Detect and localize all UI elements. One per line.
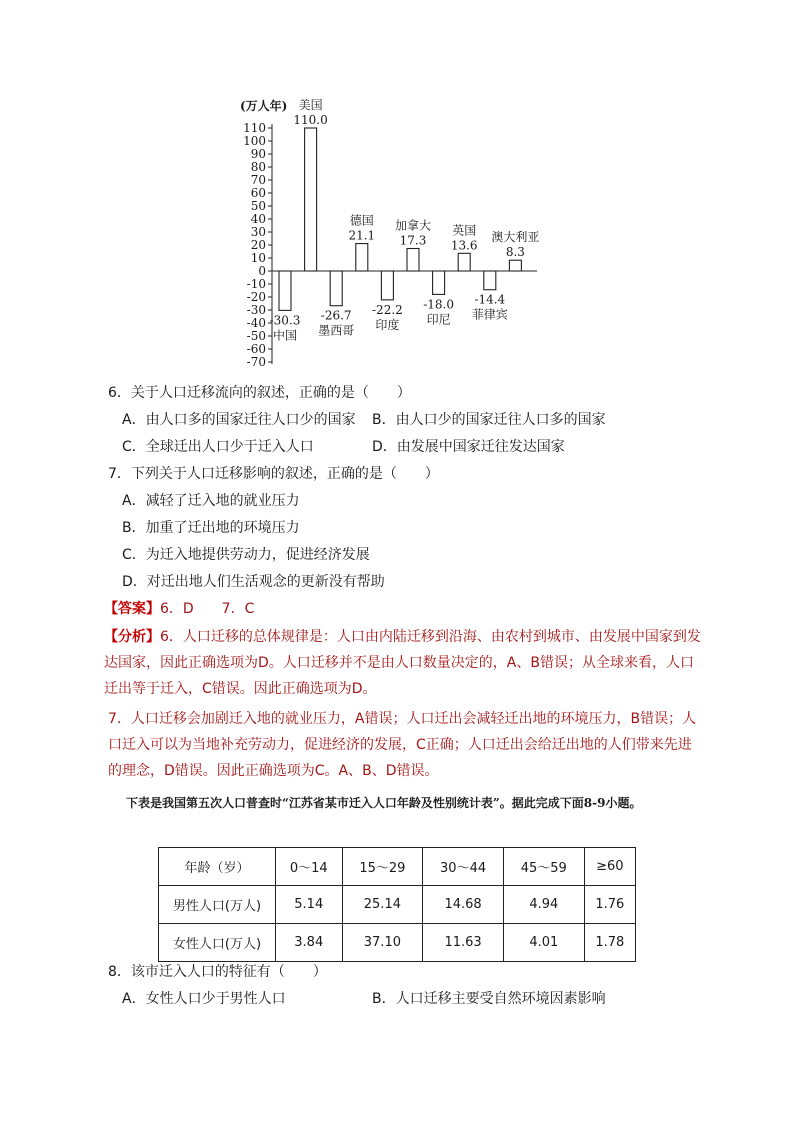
q7-option-b[interactable]: B．加重了迁出地的环境压力 (122, 520, 300, 536)
bar-category-label: 美国 (298, 98, 323, 112)
table-cell: 1.76 (584, 886, 635, 924)
y-tick-label: 10 (250, 251, 266, 265)
table-cell: 5.14 (276, 886, 343, 924)
bar-英国 (458, 253, 470, 271)
analysis-q7: 7．人口迁移会加剧迁入地的就业压力，A错误；人口迁出会减轻迁出地的环境压力，B错误；人口迁入可以为当地补充劳动力，促进经济的发展，C正确；人口迁出会给迁出地的人们带来先进的理念，D错误。因此正确选项为C。A、B、D错误。 (108, 711, 697, 779)
analysis-q6-text: 6．人口迁移的总体规律是：人口由内陆迁移到沿海、由农村到城市、由发展中国家到发达国家，因此正确选项为D。人口迁移并不是由人口数量决定的，A、B错误；从全球来看，人口迁出等于迁入，C错误。因此正确选项为D。 (104, 629, 701, 697)
q8-stem: 8．该市迁入人口的特征有（ ） (108, 964, 327, 980)
bar-value-label: -30.3 (269, 313, 301, 328)
q6-stem: 6．关于人口迁移流向的叙述，正确的是（ ） (108, 385, 411, 401)
bar-value-label: 21.1 (348, 228, 376, 243)
bar-印尼 (433, 271, 445, 294)
table-cell: 4.01 (503, 924, 584, 962)
bar-value-label: 110.0 (293, 113, 328, 127)
y-tick-label: 60 (250, 186, 266, 200)
y-tick-label: 70 (250, 173, 266, 187)
bar-value-label: 13.6 (450, 238, 478, 253)
y-tick-label: 100 (243, 134, 266, 148)
migration-age-sex-table (158, 847, 636, 962)
y-tick-label: 110 (243, 121, 266, 135)
table-cell: 1.78 (584, 924, 635, 962)
q8-option-b[interactable]: B．人口迁移主要受自然环境因素影响 (372, 991, 606, 1007)
q7-option-a[interactable]: A．减轻了迁入地的就业压力 (122, 493, 300, 509)
bar-category-label: 德国 (349, 213, 374, 228)
q7-stem: 7．下列关于人口迁移影响的叙述，正确的是（ ） (108, 466, 439, 482)
bar-value-label: -18.0 (423, 297, 454, 312)
bar-value-label: -26.7 (320, 308, 352, 323)
y-tick-label: -60 (246, 342, 266, 356)
y-tick-label: 50 (250, 199, 266, 213)
table-header-row (159, 848, 636, 886)
answer-tag: 【答案】 (104, 601, 160, 617)
table-header-cell: ≥60 (584, 848, 635, 886)
bar-value-label: 8.3 (505, 245, 525, 260)
table-header-cell: 年龄（岁） (159, 848, 276, 886)
bar-category-label: 印尼 (426, 312, 451, 327)
y-tick-label: 0 (258, 264, 266, 278)
y-tick-label: -40 (246, 316, 266, 330)
table-intro: 下表是我国第五次人口普查时“江苏省某市迁入人口年龄及性别统计表”。据此完成下面8-9小题。 (126, 796, 642, 810)
q6-option-c[interactable]: C．全球迁出人口少于迁入人口 (122, 439, 314, 455)
bar-墨西哥 (330, 271, 342, 306)
table-header-cell: 45～59 (503, 848, 584, 886)
bar-加拿大 (407, 249, 419, 271)
answer-text: 6．D 7．C (160, 601, 255, 617)
bar-美国 (305, 128, 317, 271)
q6-option-b[interactable]: B．由人口少的国家迁往人口多的国家 (372, 412, 606, 428)
bar-category-label: 墨西哥 (318, 323, 355, 338)
analysis-q6 (104, 624, 704, 702)
y-tick-label: -10 (246, 277, 266, 291)
bar-category-label: 加拿大 (394, 218, 432, 233)
bar-value-label: -22.2 (372, 302, 403, 317)
analysis-tag: 【分析】 (104, 629, 160, 645)
bar-中国 (279, 271, 291, 310)
table-cell: 女性人口(万人) (159, 924, 276, 962)
table-cell: 3.84 (276, 924, 343, 962)
q8-option-a[interactable]: A．女性人口少于男性人口 (122, 991, 286, 1007)
bar-value-label: 17.3 (399, 233, 427, 248)
table-cell: 男性人口(万人) (159, 886, 276, 924)
y-unit-label: (万人年) (240, 99, 288, 113)
y-tick-label: 30 (250, 225, 266, 239)
y-tick-label: -50 (246, 329, 266, 343)
bar-category-label: 英国 (452, 223, 477, 238)
table-row (159, 886, 636, 924)
bar-category-label: 中国 (272, 328, 298, 343)
q6-option-a[interactable]: A．由人口多的国家迁往人口少的国家 (122, 412, 356, 428)
bar-澳大利亚 (509, 260, 521, 271)
table-cell: 37.10 (342, 924, 423, 962)
bar-category-label: 印度 (375, 317, 400, 332)
y-tick-label: -70 (246, 355, 266, 369)
table-row (159, 924, 636, 962)
q6-option-d[interactable]: D．由发展中国家迁往发达国家 (372, 439, 565, 455)
table-header-cell: 30～44 (423, 848, 504, 886)
bar-菲律宾 (484, 271, 496, 290)
q7-option-d[interactable]: D．对迁出地人们生活观念的更新没有帮助 (122, 574, 385, 590)
bar-category-label: 澳大利亚 (491, 230, 540, 245)
table-header-cell: 15～29 (342, 848, 423, 886)
bar-印度 (381, 271, 393, 300)
table-cell: 14.68 (423, 886, 504, 924)
y-tick-label: 40 (250, 212, 266, 226)
table-cell: 11.63 (423, 924, 504, 962)
y-tick-label: 90 (250, 147, 266, 161)
table-cell: 4.94 (503, 886, 584, 924)
bar-category-label: 菲律宾 (471, 307, 508, 322)
q7-option-c[interactable]: C．为迁入地提供劳动力，促进经济发展 (122, 547, 370, 563)
y-tick-label: -30 (246, 303, 266, 317)
y-tick-label: 20 (250, 238, 266, 252)
y-tick-label: 80 (250, 160, 266, 174)
bar-德国 (356, 244, 368, 271)
migration-bar-chart (222, 94, 567, 374)
y-tick-label: -20 (246, 290, 266, 304)
table-cell: 25.14 (342, 886, 423, 924)
bar-value-label: -14.4 (474, 292, 506, 307)
answer-line (104, 599, 254, 619)
table-header-cell: 0～14 (276, 848, 343, 886)
